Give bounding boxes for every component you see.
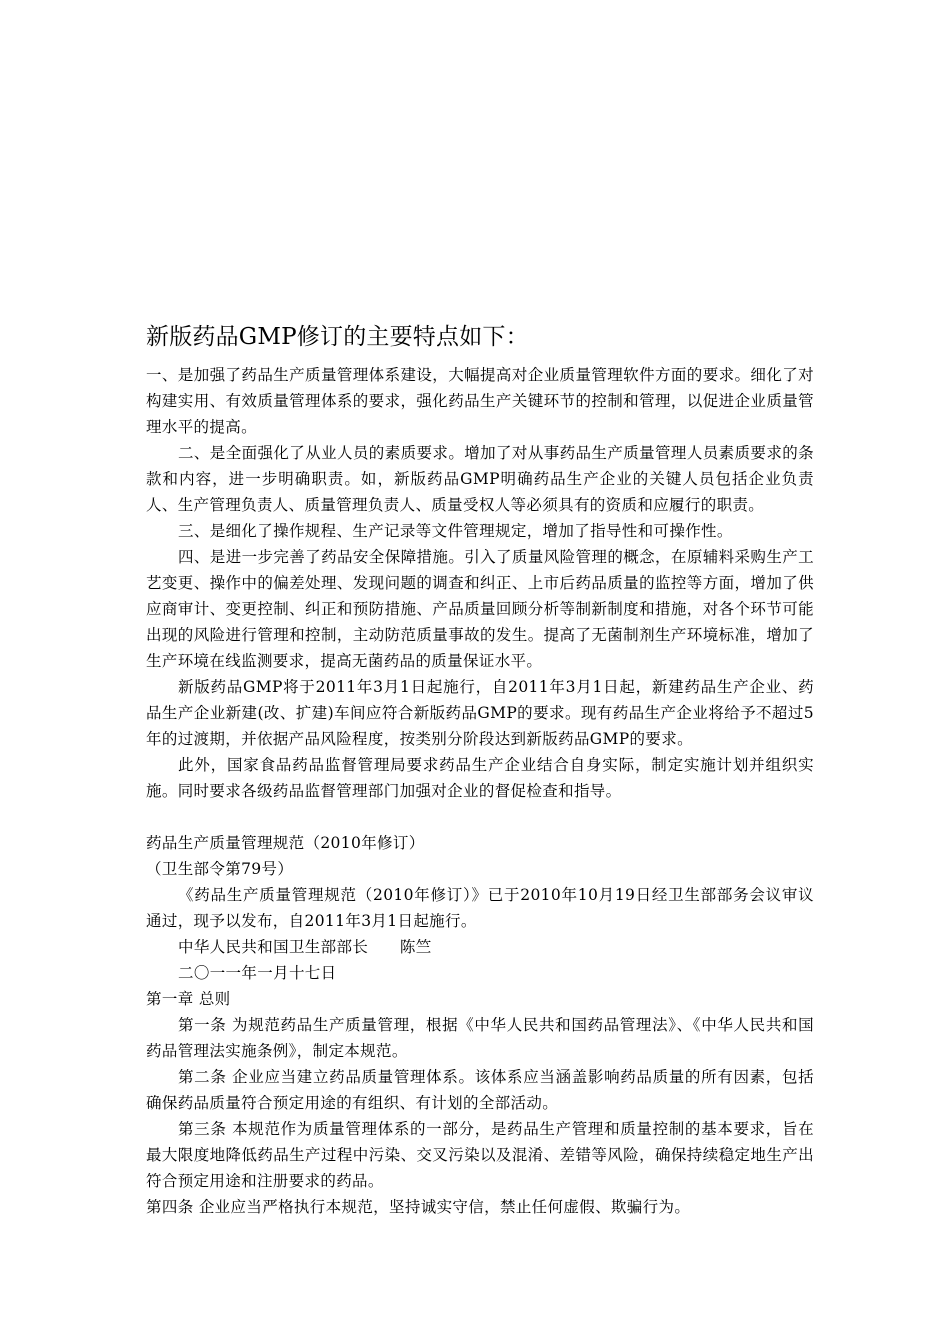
article-1: 第一条 为规范药品生产质量管理，根据《中华人民共和国药品管理法》、《中华人民共和国药品管理法实施条例》，制定本规范。	[146, 1016, 814, 1060]
intro-paragraph-5: 新版药品GMP将于2011年3月1日起施行，自2011年3月1日起，新建药品生产企业、药品生产企业新建(改、扩建)车间应符合新版药品GMP的要求。现有药品生产企业将给予不超过5年的过渡期，并依据产品风险程度，按类别分阶段达到新版药品GMP的要求。	[146, 678, 814, 748]
intro-paragraph-6: 此外，国家食品药品监督管理局要求药品生产企业结合自身实际，制定实施计划并组织实施。同时要求各级药品监督管理部门加强对企业的督促检查和指导。	[146, 756, 814, 800]
signatory: 中华人民共和国卫生部部长 陈竺	[178, 938, 432, 956]
article-2: 第二条 企业应当建立药品质量管理体系。该体系应当涵盖影响药品质量的所有因素，包括确保药品质量符合预定用途的有组织、有计划的全部活动。	[146, 1068, 814, 1112]
announcement: 《药品生产质量管理规范（2010年修订）》已于2010年10月19日经卫生部部务会议审议通过，现予以发布，自2011年3月1日起施行。	[146, 886, 814, 930]
order-number: （卫生部令第79号）	[146, 860, 294, 878]
issue-date: 二〇一一年一月十七日	[178, 964, 337, 982]
intro-paragraph-4: 四、是进一步完善了药品安全保障措施。引入了质量风险管理的概念，在原辅料采购生产工艺变更、操作中的偏差处理、发现问题的调查和纠正、上市后药品质量的监控等方面，增加了供应商审计、变更控制、纠正和预防措施、产品质量回顾分析等制新制度和措施，对各个环节可能出现的风险进行管理和控制，主动防范质量事故的发生。提高了无菌制剂生产环境标准，增加了生产环境在线监测要求，提高无菌药品的质量保证水平。	[146, 548, 814, 670]
article-4: 第四条 企业应当严格执行本规范，坚持诚实守信，禁止任何虚假、欺骗行为。	[146, 1198, 691, 1216]
paragraph-spacer	[146, 804, 814, 830]
intro-paragraph-2: 二、是全面强化了从业人员的素质要求。增加了对从事药品生产质量管理人员素质要求的条款和内容，进一步明确职责。如，新版药品GMP明确药品生产企业的关键人员包括企业负责人、生产管理负责人、质量管理负责人、质量受权人等必须具有的资质和应履行的职责。	[146, 444, 814, 514]
chapter-heading: 第一章 总则	[146, 990, 231, 1008]
article-3: 第三条 本规范作为质量管理体系的一部分，是药品生产管理和质量控制的基本要求，旨在最大限度地降低药品生产过程中污染、交叉污染以及混淆、差错等风险，确保持续稳定地生产出符合预定用途和注册要求的药品。	[146, 1120, 814, 1190]
document-body	[146, 362, 814, 1220]
regulation-title: 药品生产质量管理规范（2010年修订）	[146, 834, 425, 852]
intro-paragraph-1: 一、是加强了药品生产质量管理体系建设，大幅提高对企业质量管理软件方面的要求。细化了对构建实用、有效质量管理体系的要求，强化药品生产关键环节的控制和管理，以促进企业质量管理水平的提高。	[146, 366, 814, 436]
intro-paragraph-3: 三、是细化了操作规程、生产记录等文件管理规定，增加了指导性和可操作性。	[178, 522, 733, 540]
document-title: 新版药品GMP修订的主要特点如下：	[146, 324, 529, 350]
